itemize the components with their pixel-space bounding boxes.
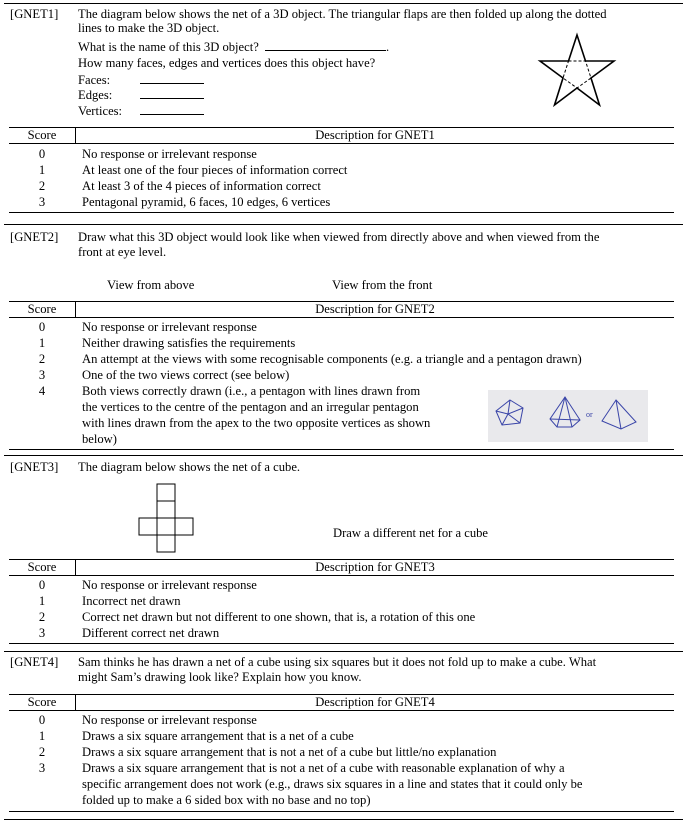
- gnet1-id: [GNET1]: [10, 7, 59, 21]
- gnet1-vertices-blank[interactable]: [140, 104, 204, 115]
- gnet2-row1-desc: Neither drawing satisfies the requirements: [82, 336, 296, 350]
- gnet4-row0-score: 0: [38, 713, 46, 727]
- star-outline: [540, 35, 614, 105]
- pentagram-net-diagram: [533, 32, 623, 112]
- net-square-top: [157, 484, 175, 501]
- pentagon-dotted-fold-lines: [563, 61, 591, 88]
- gnet2-view-front-label: View from the front: [332, 278, 433, 292]
- gnet1-vertices-row: [78, 104, 204, 120]
- gnet1-header-rule: [9, 143, 674, 144]
- gnet4-text-line2: might Sam’s drawing look like? Explain how you know.: [78, 670, 362, 684]
- gnet1-row0-score: 0: [38, 147, 46, 161]
- gnet4-row0-desc: No response or irrelevant response: [82, 713, 257, 727]
- section-rule-3: [4, 651, 683, 652]
- gnet1-table-bottom: [9, 212, 674, 213]
- gnet1-faces-row: [78, 73, 204, 89]
- gnet3-row3-score: 3: [38, 626, 46, 640]
- gnet1-edges-label: Edges:: [78, 88, 113, 102]
- gnet4-table-bottom: [9, 811, 674, 812]
- gnet3-row1-score: 1: [38, 594, 46, 608]
- gnet3-row1-desc: Incorrect net drawn: [82, 594, 181, 608]
- gnet2-row0-score: 0: [38, 320, 46, 334]
- net-square-left: [139, 518, 157, 535]
- gnet3-row0-desc: No response or irrelevant response: [82, 578, 257, 592]
- gnet3-table-bottom: [9, 643, 674, 644]
- gnet4-row3-desc-line2: specific arrangement does not work (e.g., draws six squares in a line and states that it could only be: [82, 777, 583, 791]
- gnet4-text-line1: Sam thinks he has drawn a net of a cube using six squares but it does not fold up to make a cube. What: [78, 655, 597, 669]
- top-rule: [4, 3, 683, 4]
- section-rule-1: [4, 224, 683, 225]
- gnet2-view-above-label: View from above: [107, 278, 195, 292]
- gnet2-row3-score: 3: [38, 368, 46, 382]
- gnet4-row2-desc: Draws a six square arrangement that is not a net of a cube but little/no explanation: [82, 745, 497, 759]
- net-square-2: [157, 501, 175, 518]
- gnet1-row0-desc: No response or irrelevant response: [82, 147, 257, 161]
- gnet3-col-desc: Description for GNET3: [315, 560, 435, 574]
- gnet2-row4-desc-line1: Both views correctly drawn (i.e., a pentagon with lines drawn from: [82, 384, 421, 398]
- gnet1-row2-desc: At least 3 of the 4 pieces of information correct: [82, 179, 321, 193]
- example-views-sketch-image: [488, 390, 648, 442]
- gnet2-table-bottom: [9, 449, 674, 450]
- gnet1-faces-blank[interactable]: [140, 73, 204, 84]
- sketch-paper: [488, 390, 648, 442]
- gnet2-row4-desc-line4: below): [82, 432, 117, 446]
- gnet1-question-name-text: What is the name of this 3D object?: [78, 40, 259, 54]
- gnet1-col-score: Score: [27, 128, 57, 142]
- gnet2-row2-score: 2: [38, 352, 46, 366]
- bottom-rule: [4, 819, 683, 820]
- gnet2-row3-desc: One of the two views correct (see below): [82, 368, 290, 382]
- gnet1-vertices-label: Vertices:: [78, 104, 123, 118]
- gnet2-row4-desc-line3: with lines drawn from the apex to the two opposite vertices as shown: [82, 416, 431, 430]
- gnet2-header-rule: [9, 317, 674, 318]
- net-square-right: [175, 518, 193, 535]
- gnet3-id: [GNET3]: [10, 460, 59, 474]
- gnet1-row2-score: 2: [38, 179, 46, 193]
- gnet1-row1-desc: At least one of the four pieces of information correct: [82, 163, 348, 177]
- cube-net-diagram: [136, 482, 198, 556]
- gnet3-col-score: Score: [27, 560, 57, 574]
- section-rule-2: [4, 455, 683, 456]
- gnet1-question-name: [78, 40, 389, 56]
- net-square-center: [157, 518, 175, 535]
- gnet1-faces-label: Faces:: [78, 73, 111, 87]
- gnet4-col-desc: Description for GNET4: [315, 695, 435, 709]
- gnet1-question-count: How many faces, edges and vertices does this object have?: [78, 56, 376, 70]
- gnet3-row2-desc: Correct net drawn but not different to one shown, that is, a rotation of this one: [82, 610, 476, 624]
- gnet3-text-line1: The diagram below shows the net of a cube.: [78, 460, 301, 474]
- gnet2-row4-desc-line2: the vertices to the centre of the pentagon and an irregular pentagon: [82, 400, 419, 414]
- gnet1-edges-blank[interactable]: [140, 88, 204, 99]
- gnet1-row3-desc: Pentagonal pyramid, 6 faces, 10 edges, 6 vertices: [82, 195, 331, 209]
- net-square-bottom: [157, 535, 175, 552]
- gnet1-text-line2: lines to make the 3D object.: [78, 21, 220, 35]
- gnet4-row2-score: 2: [38, 745, 46, 759]
- gnet1-edges-row: [78, 88, 204, 104]
- gnet4-header-rule: [9, 710, 674, 711]
- gnet1-row1-score: 1: [38, 163, 46, 177]
- gnet1-col-desc: Description for GNET1: [315, 128, 435, 142]
- gnet1-name-answer-blank[interactable]: [265, 40, 386, 51]
- gnet2-row4-score: 4: [38, 384, 46, 398]
- gnet2-col-score: Score: [27, 302, 57, 316]
- gnet4-row1-score: 1: [38, 729, 46, 743]
- gnet1-name-period: .: [385, 40, 390, 54]
- gnet2-text-line1: Draw what this 3D object would look like when viewed from directly above and when viewed from the: [78, 230, 600, 244]
- sketch-or-text: or: [586, 410, 593, 419]
- gnet4-row3-desc-line3: folded up to make a 6 sided box with no base and no top): [82, 793, 371, 807]
- gnet2-text-line2: front at eye level.: [78, 245, 167, 259]
- gnet3-row2-score: 2: [38, 610, 46, 624]
- gnet4-col-score: Score: [27, 695, 57, 709]
- gnet4-row1-desc: Draws a six square arrangement that is a net of a cube: [82, 729, 354, 743]
- gnet2-row0-desc: No response or irrelevant response: [82, 320, 257, 334]
- gnet3-header-rule: [9, 575, 674, 576]
- gnet2-row1-score: 1: [38, 336, 46, 350]
- gnet2-row2-desc: An attempt at the views with some recognisable components (e.g. a triangle and a pentagon drawn): [82, 352, 582, 366]
- gnet3-row0-score: 0: [38, 578, 46, 592]
- gnet1-text-line1: The diagram below shows the net of a 3D object. The triangular flaps are then folded up along the dotted: [78, 7, 607, 21]
- gnet4-row3-score: 3: [38, 761, 46, 775]
- gnet3-row3-desc: Different correct net drawn: [82, 626, 220, 640]
- gnet4-row3-desc-line1: Draws a six square arrangement that is not a net of a cube with reasonable explanation of why a: [82, 761, 565, 775]
- gnet1-row3-score: 3: [38, 195, 46, 209]
- gnet3-draw-prompt: Draw a different net for a cube: [333, 526, 489, 540]
- gnet2-id: [GNET2]: [10, 230, 59, 244]
- gnet4-id: [GNET4]: [10, 655, 59, 669]
- gnet2-col-desc: Description for GNET2: [315, 302, 435, 316]
